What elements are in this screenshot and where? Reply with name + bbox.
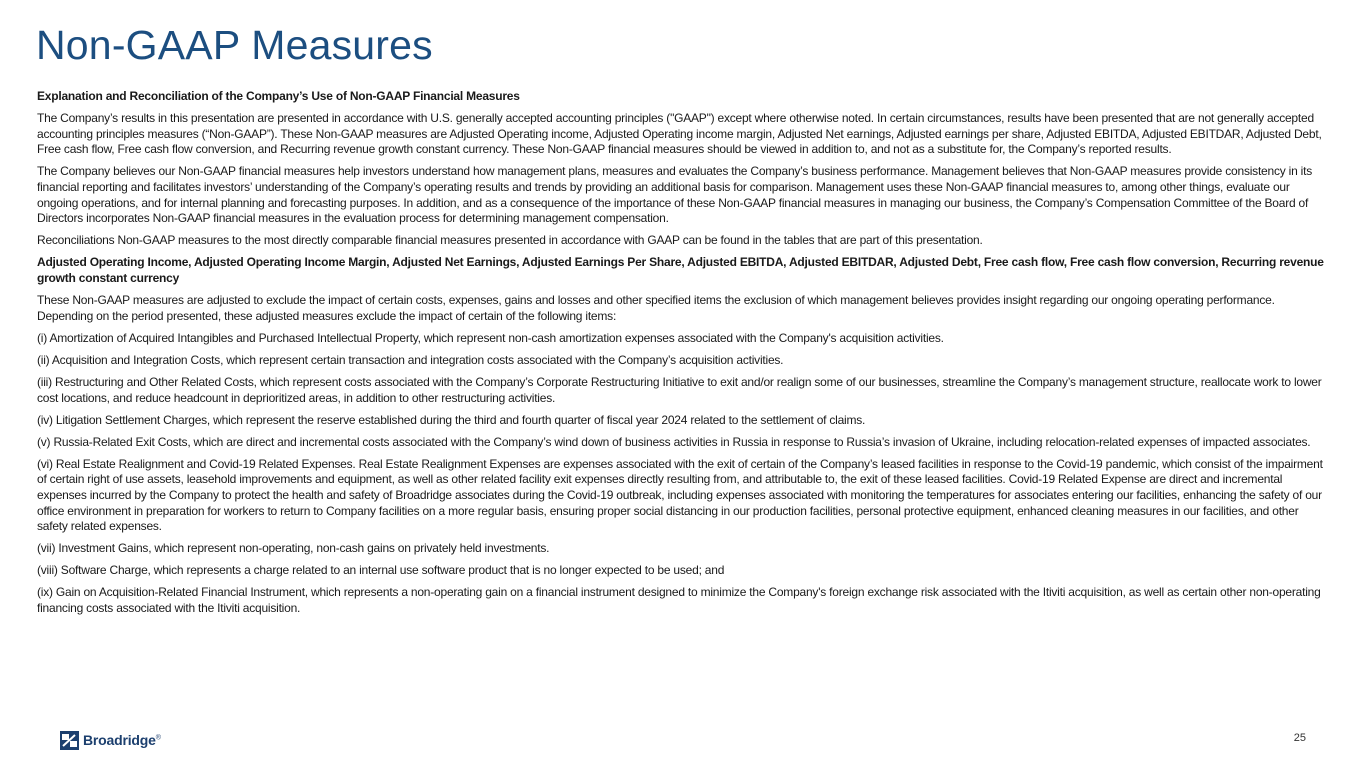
section-heading-explanation: Explanation and Reconciliation of the Company’s Use of Non-GAAP Financial Measures <box>37 89 520 103</box>
section-heading-measures: Adjusted Operating Income, Adjusted Operating Income Margin, Adjusted Net Earnings, Adjusted Earnings Per Share, Adjusted EBITDA, Adjusted EBITDAR, Adjusted Debt, Free cash flow, Free cash flow conversion, Recurring revenue growth constant currency <box>37 255 1324 285</box>
list-item-vi: (vi) Real Estate Realignment and Covid-19 Related Expenses. Real Estate Realignment Expenses are expenses associated with the exit of certain of the Company’s leased facilities in response to the Covid-19 pandemic, which consist of the impairment of certain right of use assets, leasehold improvements and equipment, as well as other related facility exit expenses directly resulting from, and attributable to, the exit of these leased facilities. Covid-19 Related Expense are direct and incremental expenses incurred by the Company to protect the health and safety of Broadridge associates during the Covid-19 outbreak, including expenses associated with monitoring the temperatures for associates entering our facilities, enhancing the safety of our office environment in preparation for workers to return to Company facilities on a more regular basis, ensuring proper social distancing in our production facilities, personal protective equipment, enhanced cleaning measures in our facilities, and other safety related expenses. <box>37 456 1323 534</box>
slide-body <box>37 89 1327 623</box>
broadridge-logo <box>60 729 161 751</box>
list-item-iv: (iv) Litigation Settlement Charges, which represent the reserve established during the third and fourth quarter of fiscal year 2024 related to the settlement of claims. <box>37 412 866 427</box>
paragraph-management-belief: The Company believes our Non-GAAP financial measures help investors understand how management plans, measures and evaluates the Company’s business performance. Management believes that Non-GAAP measures provide consistency in its financial reporting and facilitates investors’ understanding of the Company’s operating results and trends by providing an additional basis for comparison. Management uses these Non-GAAP financial measures to, among other things, evaluate our ongoing operations, and for internal planning and forecasting purposes. In addition, and as a consequence of the importance of these Non-GAAP financial measures in managing our business, the Company’s Compensation Committee of the Board of Directors incorporates Non-GAAP financial measures in the evaluation process for determining management compensation. <box>37 164 1312 226</box>
list-item-ii: (ii) Acquisition and Integration Costs, which represent certain transaction and integration costs associated with the Company’s acquisition activities. <box>37 352 784 367</box>
paragraph-reconciliations: Reconciliations Non-GAAP measures to the most directly comparable financial measures presented in accordance with GAAP can be found in the tables that are part of this presentation. <box>37 233 983 248</box>
paragraph-gaap-intro: The Company’s results in this presentation are presented in accordance with U.S. generally accepted accounting principles ("GAAP") except where otherwise noted. In certain circumstances, results have been presented that are not generally accepted accounting principles measures (“Non-GAAP”). These Non-GAAP measures are Adjusted Operating income, Adjusted Operating income margin, Adjusted Net earnings, Adjusted earnings per share, Adjusted EBITDA, Adjusted EBITDAR, Adjusted Debt, Free cash flow, Free cash flow conversion, and Recurring revenue growth constant currency. These Non-GAAP financial measures should be viewed in addition to, and not as a substitute for, the Company’s reported results. <box>37 111 1322 157</box>
list-item-ix: (ix) Gain on Acquisition-Related Financial Instrument, which represents a non-operating gain on a financial instrument designed to minimize the Company's foreign exchange risk associated with the Itiviti acquisition, as well as certain other non-operating financing costs associated with the Itiviti acquisition. <box>37 585 1321 616</box>
page-number: 25 <box>1293 732 1306 744</box>
list-item-v: (v) Russia-Related Exit Costs, which are direct and incremental costs associated with the Company’s wind down of business activities in Russia in response to Russia’s invasion of Ukraine, including relocation-related expenses of impacted associates. <box>37 434 1311 449</box>
list-item-i: (i) Amortization of Acquired Intangibles and Purchased Intellectual Property, which represent non-cash amortization expenses associated with the Company's acquisition activities. <box>37 330 944 345</box>
paragraph-adjustments-intro: These Non-GAAP measures are adjusted to exclude the impact of certain costs, expenses, gains and losses and other specified items the exclusion of which management believes provides insight regarding our ongoing operating performance. Depending on the period presented, these adjusted measures exclude the impact of certain of the following items: <box>37 293 1275 323</box>
list-item-vii: (vii) Investment Gains, which represent non-operating, non-cash gains on privately held investments. <box>37 541 550 556</box>
list-item-iii: (iii) Restructuring and Other Related Costs, which represent costs associated with the Company’s Corporate Restructuring Initiative to exit and/or realign some of our businesses, streamline the Company’s management structure, reallocate work to lower cost locations, and reduce headcount in deprioritized areas, in addition to other restructuring activities. <box>37 374 1322 405</box>
broadridge-logo-icon <box>60 731 79 750</box>
page-title: Non-GAAP Measures <box>36 22 433 68</box>
logo-wordmark: Broadridge® <box>83 732 161 748</box>
list-item-viii: (viii) Software Charge, which represents a charge related to an internal use software product that is no longer expected to be used; and <box>37 563 725 578</box>
